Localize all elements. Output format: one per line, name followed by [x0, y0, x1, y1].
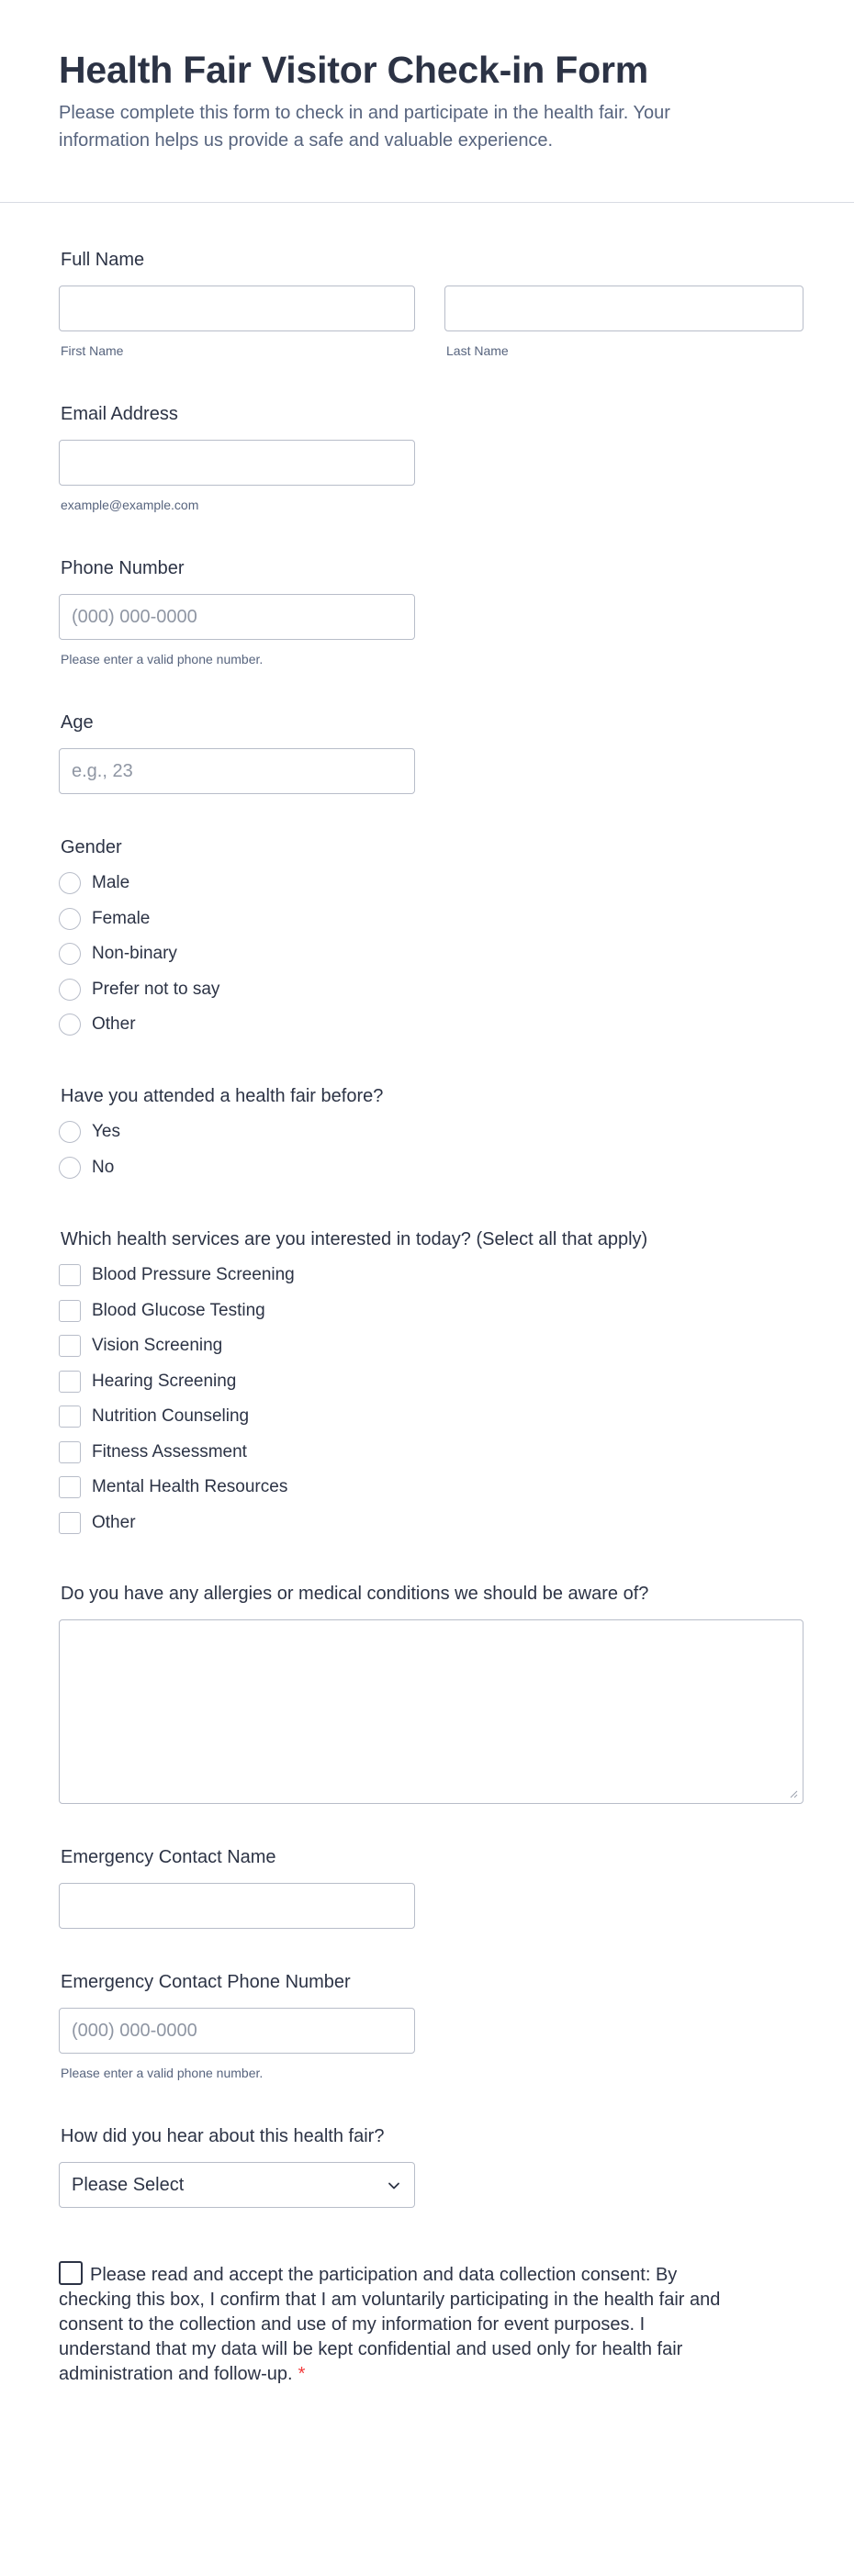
checkbox[interactable]: [59, 1264, 81, 1286]
checkbox[interactable]: [59, 1406, 81, 1428]
checkbox[interactable]: [59, 1371, 81, 1393]
option-label: Prefer not to say: [92, 979, 220, 999]
option-label: Blood Pressure Screening: [92, 1265, 295, 1285]
option-label: Mental Health Resources: [92, 1477, 288, 1497]
last-name-input[interactable]: [444, 286, 803, 331]
checkbox[interactable]: [59, 1441, 81, 1463]
radio-button[interactable]: [59, 1157, 81, 1179]
service-option-nutrition[interactable]: [59, 1399, 647, 1435]
services-field: [59, 1227, 647, 1540]
radio-button[interactable]: [59, 943, 81, 965]
service-option-blood-glucose[interactable]: [59, 1294, 647, 1329]
consent-checkbox[interactable]: [59, 2261, 83, 2285]
email-label: Email Address: [61, 404, 178, 424]
age-field: [59, 711, 415, 794]
phone-label: Phone Number: [61, 558, 185, 578]
allergies-textarea[interactable]: [59, 1619, 803, 1804]
option-label: Hearing Screening: [92, 1371, 237, 1391]
full-name-field: [59, 248, 144, 272]
phone-sublabel: Please enter a valid phone number.: [61, 652, 264, 666]
service-option-fitness[interactable]: [59, 1435, 647, 1471]
heard-about-field: [59, 2124, 415, 2208]
gender-options: [59, 866, 219, 1043]
checkbox[interactable]: [59, 1512, 81, 1534]
attended-option-no[interactable]: [59, 1150, 383, 1186]
radio-button[interactable]: [59, 1014, 81, 1036]
last-name-sublabel: Last Name: [446, 343, 509, 358]
radio-button[interactable]: [59, 872, 81, 894]
emergency-phone-field: [59, 1970, 415, 2081]
consent-field: [59, 2261, 738, 2387]
chevron-down-icon: [387, 2178, 401, 2193]
service-option-vision[interactable]: [59, 1328, 647, 1364]
option-label: Other: [92, 1014, 136, 1035]
option-label: No: [92, 1157, 115, 1177]
heard-about-label: How did you hear about this health fair?: [61, 2126, 385, 2146]
option-label: Yes: [92, 1122, 120, 1142]
gender-option-non-binary[interactable]: [59, 936, 219, 972]
email-field: [59, 402, 415, 513]
emergency-phone-sublabel: Please enter a valid phone number.: [61, 2066, 264, 2080]
checkbox[interactable]: [59, 1335, 81, 1357]
attended-label: Have you attended a health fair before?: [61, 1086, 384, 1106]
option-label: Vision Screening: [92, 1336, 223, 1356]
checkbox[interactable]: [59, 1476, 81, 1498]
allergies-label: Do you have any allergies or medical conditions we should be aware of?: [61, 1584, 649, 1604]
emergency-phone-label: Emergency Contact Phone Number: [61, 1972, 351, 1992]
option-label: Fitness Assessment: [92, 1441, 247, 1462]
gender-field: [59, 835, 219, 1043]
age-input[interactable]: [59, 748, 415, 794]
service-option-hearing[interactable]: [59, 1364, 647, 1400]
consent-text: Please read and accept the participation and data collection consent: By checking this box, I confirm that I am voluntarily participating in the health fair and consent to the collection and use of my information for event purposes. I understand that my data will be kept confidential and used only for health fair administration and follow-up.: [59, 2265, 721, 2384]
allergies-field: [59, 1582, 803, 1804]
radio-button[interactable]: [59, 979, 81, 1001]
radio-button[interactable]: [59, 1121, 81, 1143]
form-description: Please complete this form to check in and participate in the health fair. Your information helps us provide a safe and valuable experience.: [59, 103, 670, 151]
gender-option-prefer-not[interactable]: [59, 972, 219, 1008]
option-label: Non-binary: [92, 944, 177, 964]
gender-option-other[interactable]: [59, 1007, 219, 1043]
emergency-phone-input[interactable]: [59, 2008, 415, 2054]
gender-option-female[interactable]: [59, 902, 219, 937]
radio-button[interactable]: [59, 908, 81, 930]
phone-input[interactable]: [59, 594, 415, 640]
option-label: Other: [92, 1512, 136, 1532]
emergency-name-field: [59, 1845, 415, 1929]
last-name-group: [444, 286, 803, 359]
first-name-sublabel: First Name: [61, 343, 124, 358]
emergency-name-label: Emergency Contact Name: [61, 1847, 276, 1867]
full-name-label: Full Name: [61, 250, 145, 270]
phone-field: [59, 556, 415, 667]
services-options: [59, 1258, 647, 1540]
resize-grip-icon[interactable]: [789, 1789, 798, 1798]
age-label: Age: [61, 712, 94, 733]
form-header: [0, 0, 854, 203]
gender-label: Gender: [61, 837, 122, 857]
attended-field: [59, 1084, 383, 1185]
first-name-group: [59, 286, 415, 359]
option-label: Female: [92, 908, 151, 928]
emergency-name-input[interactable]: [59, 1883, 415, 1929]
email-input[interactable]: [59, 440, 415, 486]
heard-about-select[interactable]: [59, 2162, 415, 2208]
first-name-input[interactable]: [59, 286, 415, 331]
allergies-textarea-wrap: [59, 1619, 803, 1804]
option-label: Male: [92, 873, 130, 893]
attended-option-yes[interactable]: [59, 1114, 383, 1150]
services-label: Which health services are you interested in today? (Select all that apply): [61, 1229, 648, 1249]
required-asterisk: *: [298, 2364, 306, 2384]
attended-options: [59, 1114, 383, 1185]
service-option-other[interactable]: [59, 1506, 647, 1541]
service-option-mental-health[interactable]: [59, 1470, 647, 1506]
checkbox[interactable]: [59, 1300, 81, 1322]
gender-option-male[interactable]: [59, 866, 219, 902]
option-label: Blood Glucose Testing: [92, 1300, 265, 1320]
page-title: Health Fair Visitor Check-in Form: [59, 49, 648, 91]
select-value: Please Select: [72, 2174, 185, 2195]
option-label: Nutrition Counseling: [92, 1406, 250, 1427]
email-sublabel: example@example.com: [61, 498, 199, 512]
service-option-blood-pressure[interactable]: [59, 1258, 647, 1294]
